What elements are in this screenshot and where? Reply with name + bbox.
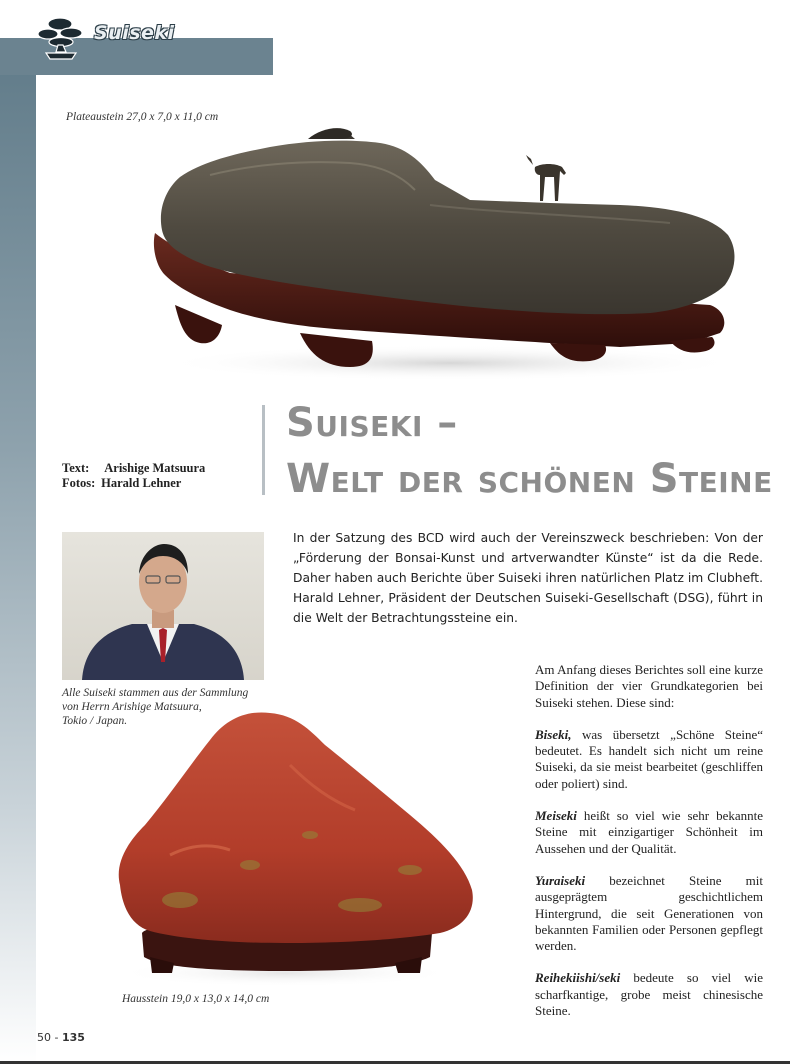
- body-paragraph-3-text: heißt so viel wie sehr bekannte Steine mit einzigartiger Schönheit im Aussehen und der Qualität.: [535, 808, 763, 856]
- credits-text-author: Arishige Matsuura: [104, 461, 206, 475]
- page-number-value: 135: [61, 1031, 85, 1044]
- body-column: [535, 662, 763, 1035]
- headline-line-2: Welt der schönen Steine: [286, 456, 773, 502]
- credits: [62, 461, 205, 491]
- left-gradient-bar: [0, 38, 36, 1064]
- page-number: [37, 1031, 85, 1044]
- body-paragraph-4-text: bezeichnet Steine mit ausgeprägtem geschichtlichem Hintergrund, die seit Generationen von bekannten Familien oder Personen gepflegt werden.: [535, 872, 763, 954]
- title-rule: [262, 405, 265, 495]
- term-meiseki: Meiseki: [535, 808, 577, 824]
- page-number-prefix: 50 -: [37, 1031, 62, 1044]
- body-paragraph-1: Am Anfang dieses Berichtes soll eine kurze Definition der vier Grundkategorien bei Suiseki stehen. Diese sind:: [535, 662, 763, 710]
- portrait-photo: [62, 532, 264, 680]
- credits-photographer: Harald Lehner: [101, 476, 182, 490]
- section-title: Suiseki: [94, 22, 175, 44]
- portrait-caption-line-1: Alle Suiseki stammen aus der Sammlung: [62, 687, 249, 699]
- bonsai-tree-icon: [36, 12, 86, 62]
- body-paragraph-2: [535, 727, 763, 792]
- top-photo-caption: Plateaustein 27,0 x 7,0 x 11,0 cm: [66, 111, 219, 123]
- body-paragraph-3: [535, 808, 763, 857]
- credits-text-label: Text:: [62, 461, 90, 475]
- headline-line-1: Suiseki –: [286, 400, 458, 446]
- intro-paragraph: In der Satzung des BCD wird auch der Vereinszweck beschrieben: Von der „Förderung der Bonsai-Kunst und artverwandter Künste“ ist da die Rede. Daher haben auch Berichte über Suiseki ihren natürlichen Platz im Clubheft. Harald Lehner, Präsident der Deutschen Suiseki-Gesellschaft (DSG), führt in die Welt der Betrachtungssteine ein.: [293, 531, 763, 625]
- body-paragraph-5: [535, 970, 763, 1019]
- term-reihekiishi: Reihekiishi/seki: [535, 970, 621, 986]
- red-stone-caption: Hausstein 19,0 x 13,0 x 14,0 cm: [122, 993, 270, 1005]
- credits-photos-label: Fotos:: [62, 476, 96, 490]
- plateau-stone-photo: [150, 105, 740, 385]
- portrait-caption-line-2: von Herrn Arishige Matsuura,: [62, 701, 202, 713]
- term-yuraiseki: Yuraiseki: [535, 872, 586, 888]
- body-paragraph-4: [535, 873, 763, 954]
- portrait-caption-line-3: Tokio / Japan.: [62, 715, 128, 727]
- headline: [286, 395, 776, 507]
- body-paragraph-5-text: bedeute so viel wie scharfkantige, grobe meist chinesische Steine.: [535, 970, 763, 1019]
- red-stone-photo: [110, 705, 490, 990]
- portrait-illustration: [62, 532, 264, 680]
- term-biseki: Biseki,: [535, 726, 572, 742]
- body-paragraph-2-text: was übersetzt „Schöne Steine“ bedeutet. Es handelt sich nicht um reine Suiseki, da sie meist bearbeitet (geschliffen oder poliert) sind.: [535, 726, 763, 791]
